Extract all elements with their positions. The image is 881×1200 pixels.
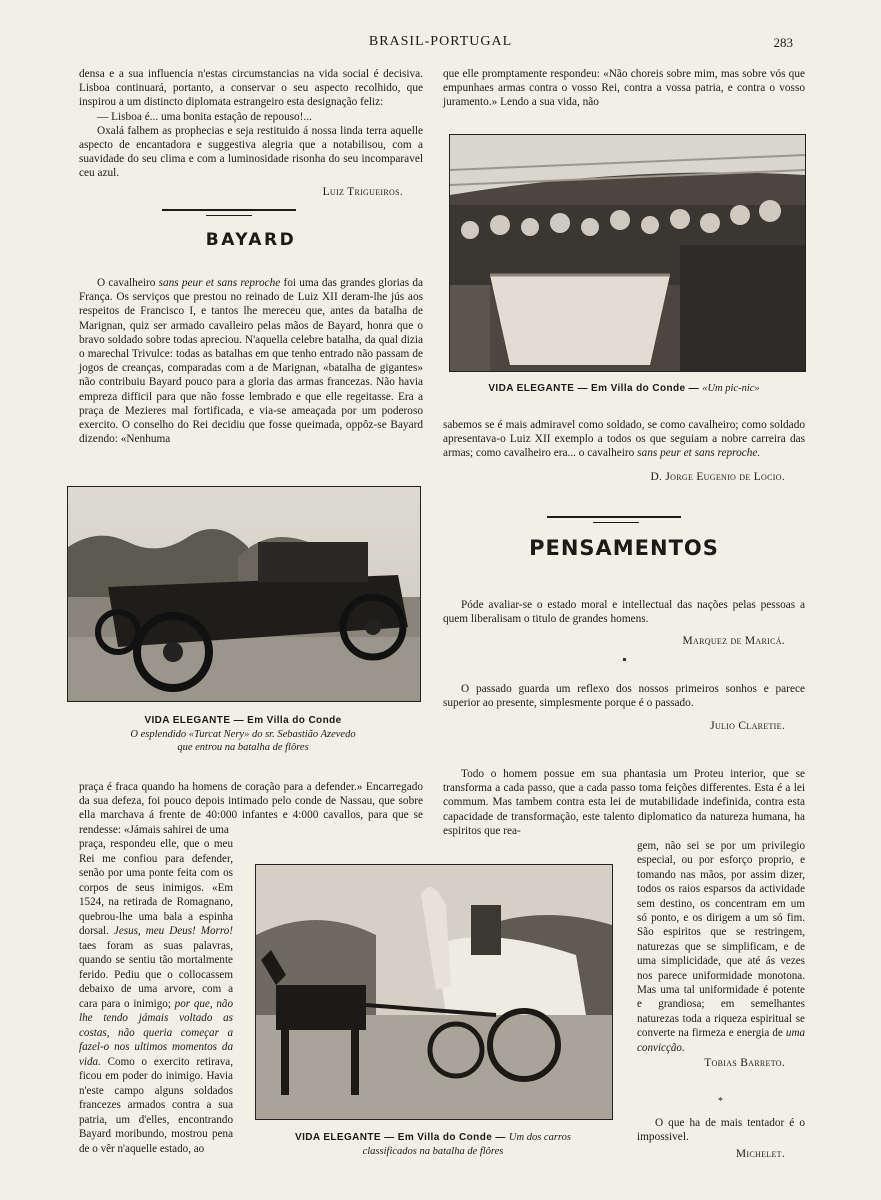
author-signature: Michelet. — [735, 1148, 785, 1161]
photo-car-caption — [67, 714, 419, 755]
running-title: BRASIL-PORTUGAL — [368, 34, 513, 49]
photo-picnic-caption — [443, 382, 805, 396]
author-signature: Marquez de Maricá. — [682, 635, 785, 648]
bayard-body-narrow — [79, 837, 233, 1156]
article-ending — [79, 67, 423, 198]
paragraph: gem, não sei se por um privilegio especial, ou por esforço proprio, e tomando nas mãos, por assim dizer, todos os raios esparsos da actividade sem destino, os concentram em um só ponto, e os dirigem a um só fim. São espiritos que se restringem, naturezas que se simplificam, e de uma simplicidade, que até ás vezes nos parece uniformidade monotona. Mas uma tal uniformidade é potente e grandiosa; em semelhantes naturezas toda a riqueza espiritual se converte na firmeza e energia de uma convicção. — [637, 840, 805, 1054]
paragraph: Todo o homem possue em sua phantasia um Proteu interior, que se transforma a cada passo, que a cada passo toma feições differentes. Esta é a lei commum. Mas tambem contra esta lei de mutabilidade indefinida, contra esta capacidade de transformação, este talento diplomatico da natureza humana, ha espiritos que rea- — [443, 768, 805, 837]
section-title-pensamentos: PENSAMENTOS — [529, 536, 719, 560]
photo-car-image — [68, 487, 420, 701]
bayard-body-cont — [79, 780, 423, 837]
paragraph: O que ha de mais tentador é o impossivel. — [637, 1117, 805, 1144]
paragraph: O cavalheiro sans peur et sans reproche foi uma das grandes glorias da França. Os serviços que prestou no reinado de Luiz XII deram-lhe jús aos respeitos de Francisco I, e tantos lhe mereceu que, antes da batalha de Marignan, quiz ser armado cavalleiro pelas mãos de Bayard, honra que o bravo soldado sobre todas apreciou. N'aquella celebre batalha, da qual dizia o marechal Trivulce: todas as batalhas em que tenho entrado não passam de jogos de creanças, comparadas com a de Marignan, «batalha de gigantes» não contribuiu Bayard pouco para a gloria das armas francezas. Não havia empreza difficil para que não fosse lembrado e que elle regeitasse. Era a praça de Mezieres mal fortificada, e via-se ameaçada por um poderoso exercito. O conselho do Rei decidiu que fosse queimada, oppôz-se Bayard dizendo: «Nenhuma — [79, 277, 423, 446]
author-signature: D. Jorge Eugenio de Locio. — [650, 470, 785, 483]
thought-3-narrow — [637, 839, 805, 1069]
caption-line: O esplendido «Turcat Nery» do sr. Sebastião Azevedo — [130, 728, 356, 740]
paragraph: Oxalá falhem as prophecias e seja restituido á nossa linda terra aquelle aspecto de encantadora e suggestiva alegria que a notabilisou, com a suavidade do seu clima e com a luminosidade risonha do seu incomparavel ceu azul. — [79, 124, 423, 180]
thought-4 — [637, 1116, 805, 1160]
paragraph: Póde avaliar-se o estado moral e intellectual das nações pelas pessoas a quem liberalisam o titulo de grandes homens. — [443, 599, 805, 626]
bayard-body-right — [443, 67, 805, 110]
caption-line: que entrou na batalha de flôres — [177, 742, 309, 753]
page-number: 283 — [773, 35, 793, 50]
photo-cart — [255, 864, 613, 1120]
thought-2 — [443, 682, 805, 732]
caption-line: VIDA ELEGANTE — Em Villa do Conde — [144, 715, 342, 726]
bayard-body-right-2 — [443, 418, 805, 483]
photo-cart-image — [256, 865, 612, 1119]
paragraph: — Lisboa é... uma bonita estação de repouso!... — [97, 110, 312, 123]
paragraph: praça, respondeu elle, que o meu Rei me confiou para defender, senão por uma ponte feita com os corpos de seus inimigos. «Em 1524, na retirada de Romagnano, quebrou-lhe uma bala a espinha dorsal. Jesus, meu Deus! Morro! taes foram as suas palavras, quando se sentiu tão mortalmente ferido. Pediu que o collocassem debaixo de uma arvore, com a cara para o inimigo; por que, não lhe tendo jámais voltado as costas, não queria começar a fazel-o nos ultimos momentos da vida. Como o exercito retirava, ficou em poder do inimigo. Havia n'este campo alguns soldados francezes armados contra a sua patria, um d'elles, encontrando Bayard moribundo, mostrou pena de o vêr n'aquelle estado, ao — [79, 838, 233, 1155]
caption-line: VIDA ELEGANTE — Em Villa do Conde — Um dos carros — [295, 1132, 571, 1143]
photo-car — [67, 486, 421, 702]
thought-3 — [443, 767, 805, 838]
author-signature: Luiz Trigueiros. — [322, 185, 403, 198]
paragraph: praça é fraca quando ha homens de coração para a defender.» Encarregado da sua defeza, foi pouco depois intimado pelo conde de Nassau, que sobre ella marchava á frente de 40:000 infantes e 4:000 cavallos, para que se rendesse: «Jámais sahirei de uma — [79, 781, 423, 836]
section-divider — [547, 516, 681, 518]
separator-dot — [623, 658, 626, 661]
photo-picnic — [449, 134, 806, 372]
paragraph: sabemos se é mais admiravel como soldado, se como cavalheiro; como soldado apresentava-o Luiz XII exemplo a todos os que seguiam a nobre carreira das armas; como cavalheiro era... o cavalheiro sans peur et sans reproche. — [443, 419, 805, 460]
caption-line: VIDA ELEGANTE — Em Villa do Conde — «Um pic-nic» — [488, 383, 760, 394]
section-divider — [593, 522, 639, 523]
section-divider — [162, 209, 296, 211]
photo-cart-caption — [255, 1131, 611, 1158]
section-title-bayard: BAYARD — [205, 230, 297, 250]
section-divider — [206, 215, 252, 216]
paragraph: O passado guarda um reflexo dos nossos primeiros sonhos e parece superior ao presente, simplesmente porque é o passado. — [443, 683, 805, 710]
paragraph: que elle promptamente respondeu: «Não choreis sobre mim, mas sobre vós que empunhaes armas contra o vosso Rei, contra a vossa patria, e contra o vosso juramento.» Lendo a sua vida, não — [443, 68, 805, 109]
photo-picnic-image — [450, 135, 805, 371]
thought-1 — [443, 598, 805, 647]
author-signature: Tobias Barreto. — [704, 1057, 785, 1070]
author-signature: Julio Claretie. — [710, 720, 785, 733]
separator-star: * — [718, 1096, 723, 1107]
bayard-body — [79, 276, 423, 446]
paragraph: densa e a sua influencia n'estas circumstancias na vida social é decisiva. Lisboa continuará, portanto, a conservar o seu aspecto recolhido, que inspirou a um distincto diplomata estrangeiro esta designação feliz: — [79, 68, 423, 109]
caption-line: classificados na batalha de flôres — [362, 1145, 504, 1157]
